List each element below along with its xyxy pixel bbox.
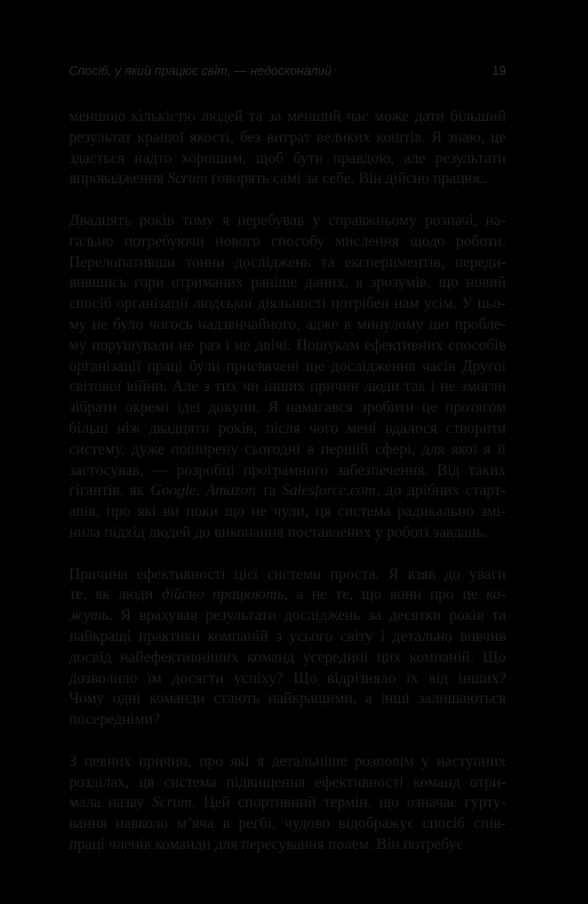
text-line — [69, 232, 506, 253]
text-line — [69, 585, 506, 606]
italic-text: ка- — [486, 586, 506, 604]
text-run: досвід найефективніших команд усередині цих компаній. Що — [69, 648, 506, 666]
text-line — [69, 648, 506, 669]
text-run: те, як люди — [69, 586, 162, 604]
text-line — [69, 294, 506, 315]
text-line — [69, 398, 506, 419]
paragraph — [69, 211, 506, 544]
text-line — [69, 502, 506, 523]
text-run: , до дрібних старт- — [375, 482, 506, 500]
text-line — [69, 752, 506, 773]
text-run: організації праці були присвячені ще дослідження часів Другої — [69, 357, 506, 375]
text-run: . Я врахував результати досліджень за десятки років та — [108, 607, 506, 625]
text-line — [69, 377, 506, 398]
text-line — [69, 128, 506, 149]
text-run: гігантів, як — [69, 482, 151, 500]
italic-text: Amazon — [205, 482, 257, 500]
text-run: говорять самі за себе. Він дійсно працює. — [207, 170, 487, 188]
text-line — [69, 793, 506, 814]
text-run: застосував, — розробці програмного забезпечення. Від таких — [69, 461, 506, 479]
italic-text: Scrum — [167, 170, 208, 188]
text-run: Чому одні команди стають найкращими, а інші залишаються — [69, 690, 506, 708]
italic-text: Google — [150, 482, 197, 500]
text-run: Перелопативши тонни досліджень та експериментів, переди- — [69, 253, 506, 271]
text-run: світової війни. Але з тих чи інших причин люди так і не змогли — [69, 378, 506, 396]
text-line — [69, 523, 506, 544]
text-run: зібрати окремі ідеї докупи. Я намагався зробити це протягом — [69, 399, 506, 417]
paragraph — [69, 107, 506, 190]
text-line — [69, 253, 506, 274]
text-run: . Цей спортивний термін, що означає гурту- — [191, 794, 506, 812]
text-line — [69, 336, 506, 357]
text-line — [69, 669, 506, 690]
text-line — [69, 710, 506, 731]
text-line — [69, 689, 506, 710]
text-run: здасться надто хорошим, щоб бути правдою, але результати — [69, 149, 506, 167]
text-run: вившись гори отриманих раніше даних, я зрозумів, що новий — [69, 274, 506, 292]
body-text — [69, 107, 506, 856]
text-run: му не було чогось надзвичайного, адже в минулому цю пробле- — [69, 315, 506, 333]
page-number: 19 — [492, 64, 506, 78]
text-line — [69, 606, 506, 627]
italic-text: дійсно працюють — [161, 586, 285, 604]
text-run: більш ніж двадцяти років, після чого мені вдалося створити — [69, 419, 506, 437]
text-line — [69, 419, 506, 440]
text-line — [69, 357, 506, 378]
text-run: вання навколо м’яча в регбі, чудово відображує спосіб спів- — [69, 815, 506, 833]
text-run: Причина ефективності цієї системи проста. Я взяв до уваги — [69, 565, 506, 583]
text-run: впровадження — [69, 170, 168, 188]
paragraph — [69, 752, 506, 856]
text-line — [69, 440, 506, 461]
text-run: праці членів команди для пересування полем. Він потребує — [69, 835, 463, 853]
text-run: , — [196, 482, 206, 500]
text-line — [69, 211, 506, 232]
text-run: посередніми? — [69, 711, 160, 729]
text-run: систему, дуже поширену сьогодні в першій сфері, для якої я її — [69, 440, 506, 458]
text-line — [69, 315, 506, 336]
text-run: апів, про які ви поки що не чули, ця система радикально змі- — [69, 503, 506, 521]
text-line — [69, 481, 506, 502]
text-line — [69, 149, 506, 170]
text-line — [69, 773, 506, 794]
text-line — [69, 273, 506, 294]
text-run: розділах, ця система підвищення ефективності команд отри- — [69, 773, 506, 791]
text-run: дозволило їм досягти успіху? Що відрізняло їх від інших? — [69, 669, 506, 687]
text-line — [69, 461, 506, 482]
italic-text: Scrum — [152, 794, 192, 812]
text-line — [69, 107, 506, 128]
text-run: меншою кількістю людей та за менший час може дати більший — [69, 108, 506, 125]
text-run: гально потребуючи нового способу мислення щодо роботи. — [69, 232, 506, 250]
running-head — [69, 64, 506, 84]
text-run: Двадцять років тому я перебував у справжньому розпачі, на- — [69, 211, 506, 229]
paragraph — [69, 565, 506, 731]
text-run: З певних причин, про які я детальніше розповім у наступних — [69, 752, 506, 770]
text-line — [69, 814, 506, 835]
text-line — [69, 565, 506, 586]
text-run: нила підхід людей до виконання поставлених у роботі завдань. — [69, 523, 488, 541]
text-run: найкращі практики компаній з усього світу і детально вивчив — [69, 627, 506, 645]
italic-text: Salesforce.com — [281, 482, 376, 500]
text-run: мала назву — [69, 794, 153, 812]
text-run: му порушували не раз і не двічі. Пошукам ефективних способів — [69, 336, 506, 354]
text-line — [69, 169, 506, 190]
text-line — [69, 627, 506, 648]
italic-text: жуть — [69, 607, 109, 625]
text-run: та — [256, 482, 282, 500]
text-run: результат кращої якості, без витрат великих коштів. Я знаю, це — [69, 128, 506, 146]
text-run: спосіб організації людської діяльності потрібен нам усім. У цьо- — [69, 295, 506, 313]
text-run: , а не те, що вони про це — [284, 586, 487, 604]
text-line — [69, 835, 506, 856]
running-title: Спосіб, у який працює світ, — недосконалий — [69, 64, 332, 78]
